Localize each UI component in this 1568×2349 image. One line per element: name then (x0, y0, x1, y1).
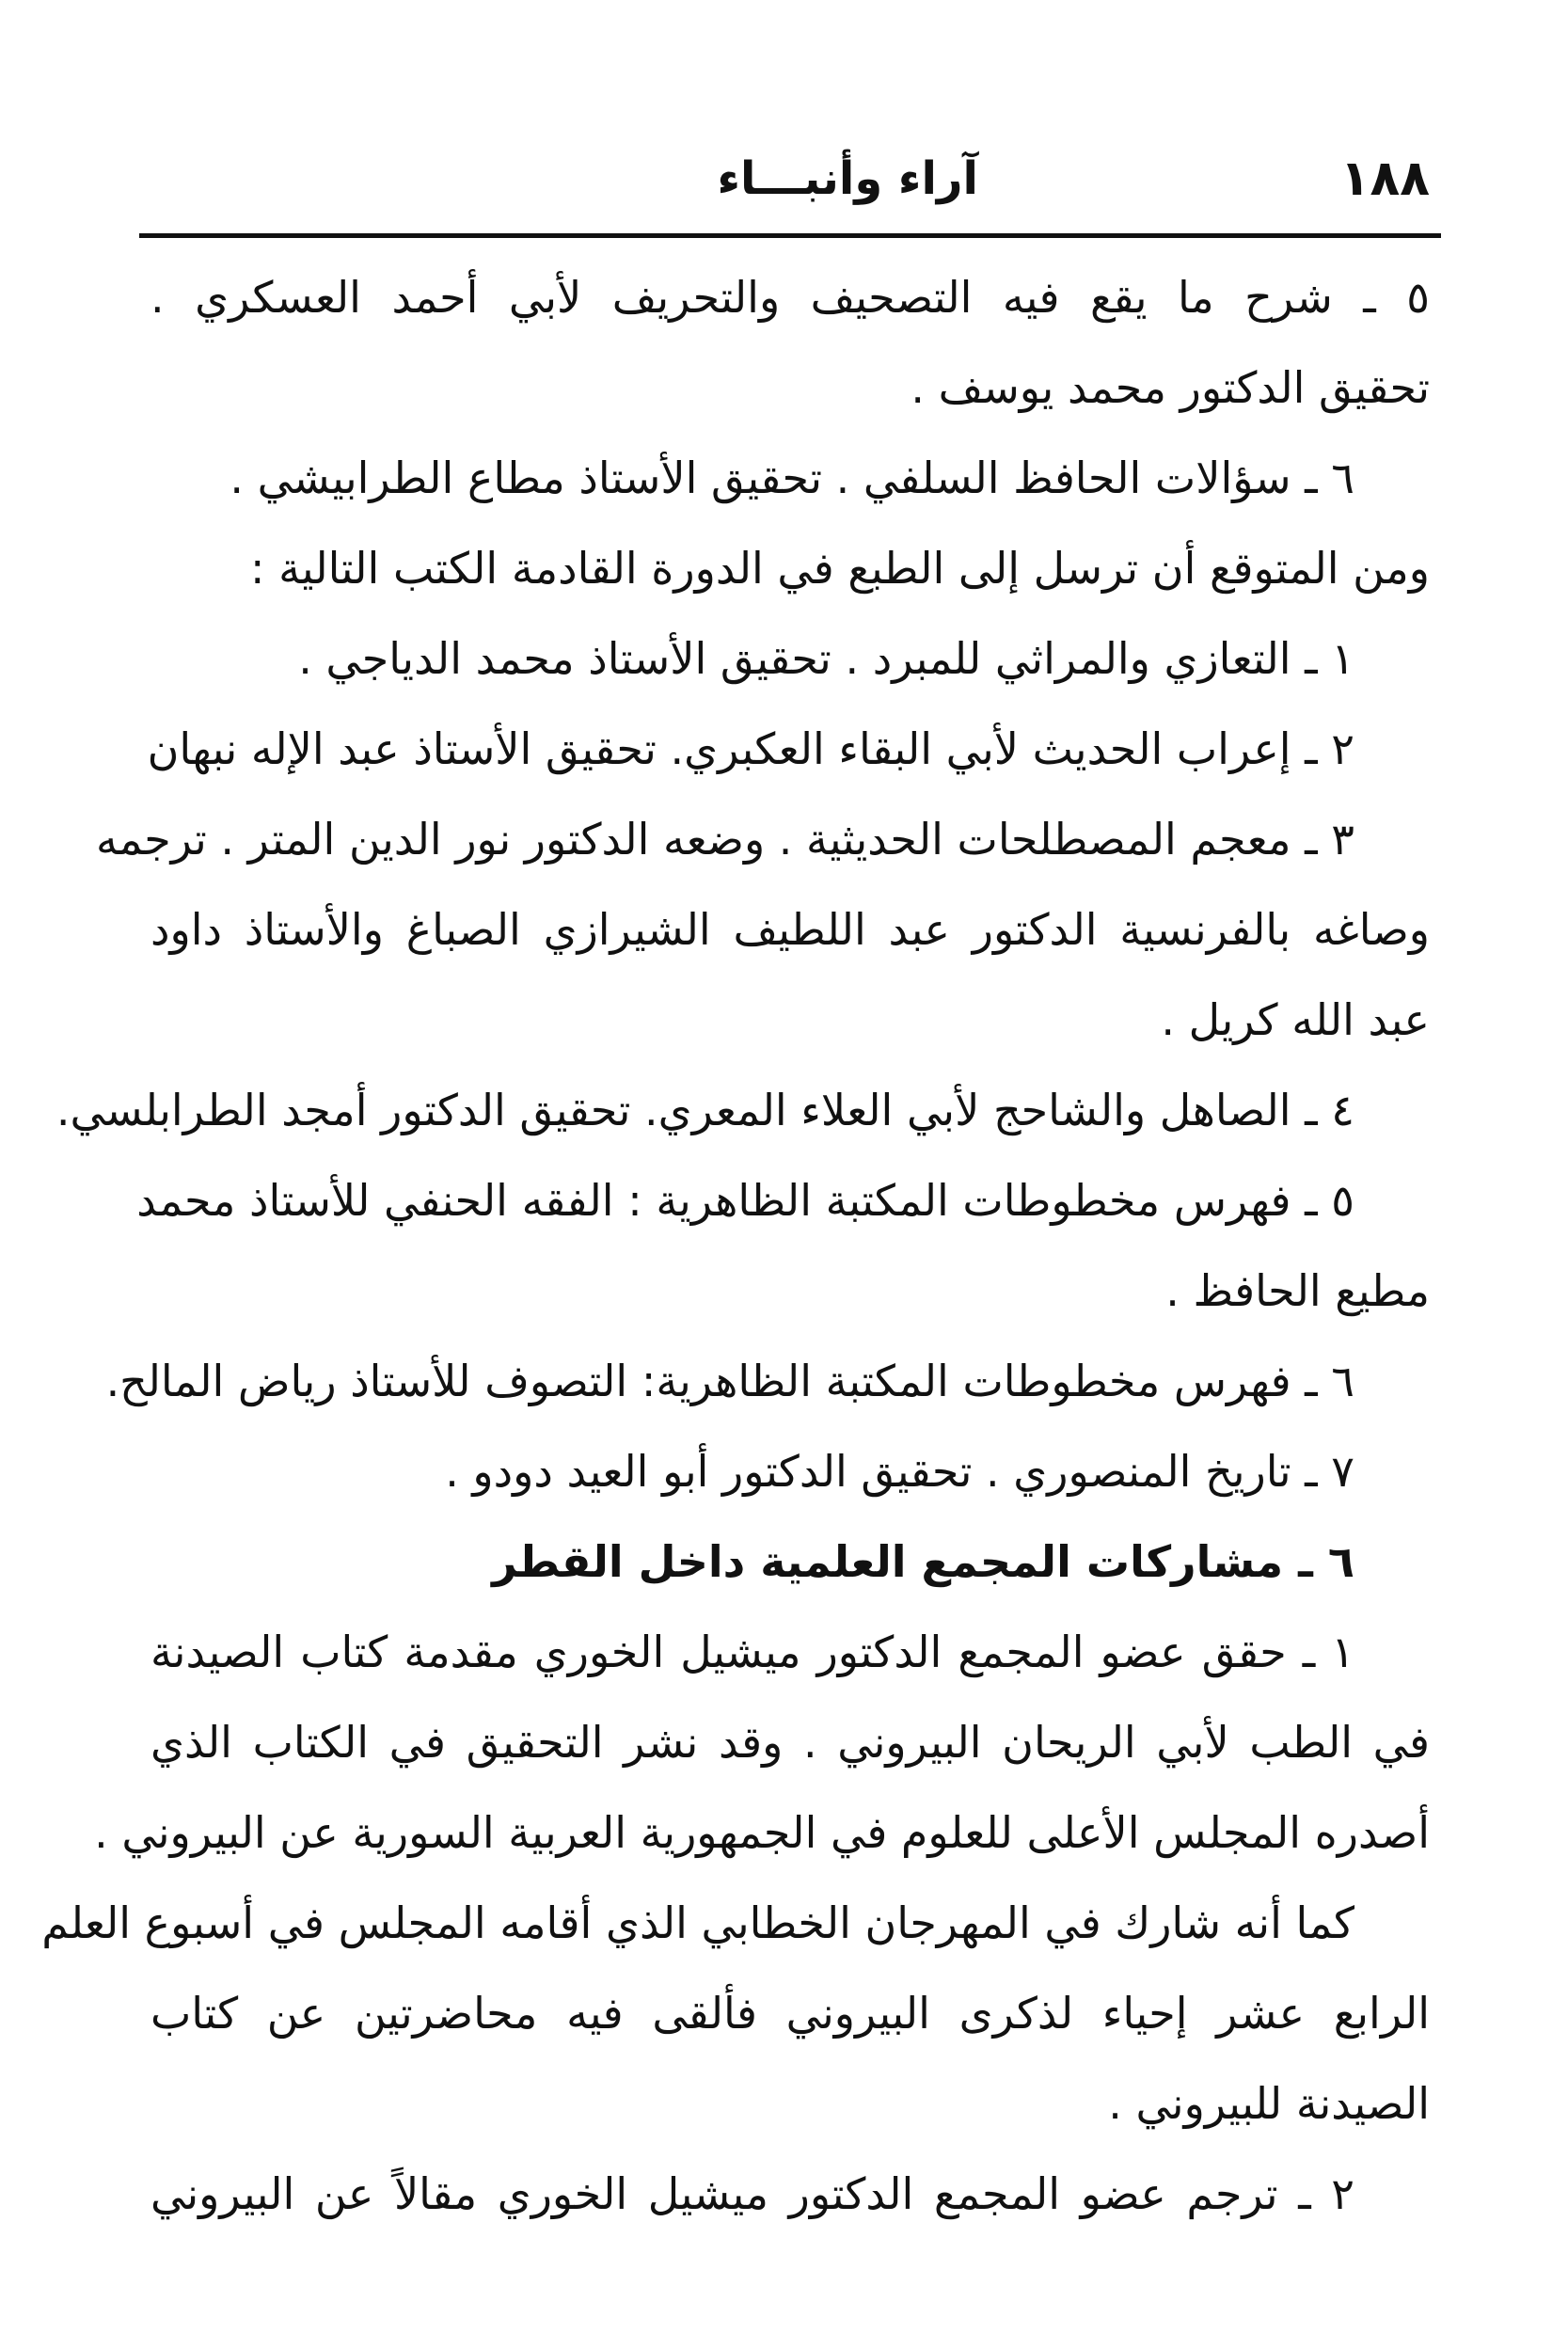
text-line: ومن المتوقع أن ترسل إلى الطبع في الدورة القادمة الكتب التالية : (249, 543, 1430, 594)
text-line: أصدره المجلس الأعلى للعلوم في الجمهورية العربية السورية عن البيروني . (94, 1807, 1430, 1858)
text-line: ٤ ـ الصاهل والشاحج لأبي العلاء المعري. تحقيق الدكتور أمجد الطرابلسي. (55, 1085, 1354, 1135)
text-line: مطيع الحافظ . (1165, 1265, 1430, 1316)
text-line: ٣ ـ معجم المصطلحات الحديثية . وضعه الدكتور نور الدين المتر . ترجمه (95, 814, 1354, 865)
text-line: الصيدنة للبيروني . (1108, 2078, 1430, 2129)
text-line: الرابع عشر إحياء لذكرى البيروني فألقى فيه محاضرتين عن كتاب (150, 1988, 1430, 2039)
text-line: ١ ـ التعازي والمراثي للمبرد . تحقيق الأستاذ محمد الدياجي . (298, 633, 1354, 684)
text-line: ٦ ـ سؤالات الحافظ السلفي . تحقيق الأستاذ مطاع الطرابيشي . (230, 452, 1354, 503)
text-line: ١ ـ حقق عضو المجمع الدكتور ميشيل الخوري مقدمة كتاب الصيدنة (150, 1627, 1354, 1677)
page-number: ١٨٨ (1339, 151, 1430, 207)
text-line: تحقيق الدكتور محمد يوسف . (911, 362, 1430, 413)
text-line: ٢ ـ ترجم عضو المجمع الدكتور ميشيل الخوري مقالاً عن البيروني (150, 2168, 1354, 2219)
text-line: ٧ ـ تاريخ المنصوري . تحقيق الدكتور أبو العيد دودو . (445, 1446, 1354, 1497)
text-line: عبد الله كريل . (1161, 994, 1430, 1045)
running-title: آراء وأنبـــاء (717, 152, 978, 205)
text-line: كما أنه شارك في المهرجان الخطابي الذي أقامه المجلس في أسبوع العلم (41, 1897, 1354, 1948)
document-page (41, 132, 1430, 2219)
text-line: وصاغه بالفرنسية الدكتور عبد اللطيف الشيرازي الصباغ والأستاذ داود (150, 904, 1430, 955)
text-line: في الطب لأبي الريحان البيروني . وقد نشر التحقيق في الكتاب الذي (150, 1717, 1430, 1768)
section-heading: ٦ ـ مشاركات المجمع العلمية داخل القطر (492, 1536, 1354, 1587)
text-line: ٥ ـ فهرس مخطوطات المكتبة الظاهرية : الفقه الحنفي للأستاذ محمد (136, 1175, 1354, 1226)
text-line: ٦ ـ فهرس مخطوطات المكتبة الظاهرية: التصوف للأستاذ رياض المالح. (105, 1356, 1354, 1406)
page-header (150, 132, 1430, 216)
header-rule (139, 233, 1441, 238)
page-body (41, 252, 1430, 2239)
text-line: ٢ ـ إعراب الحديث لأبي البقاء العكبري. تحقيق الأستاذ عبد الإله نبهان (147, 723, 1354, 774)
text-line: ٥ ـ شرح ما يقع فيه التصحيف والتحريف لأبي أحمد العسكري . (150, 272, 1430, 323)
